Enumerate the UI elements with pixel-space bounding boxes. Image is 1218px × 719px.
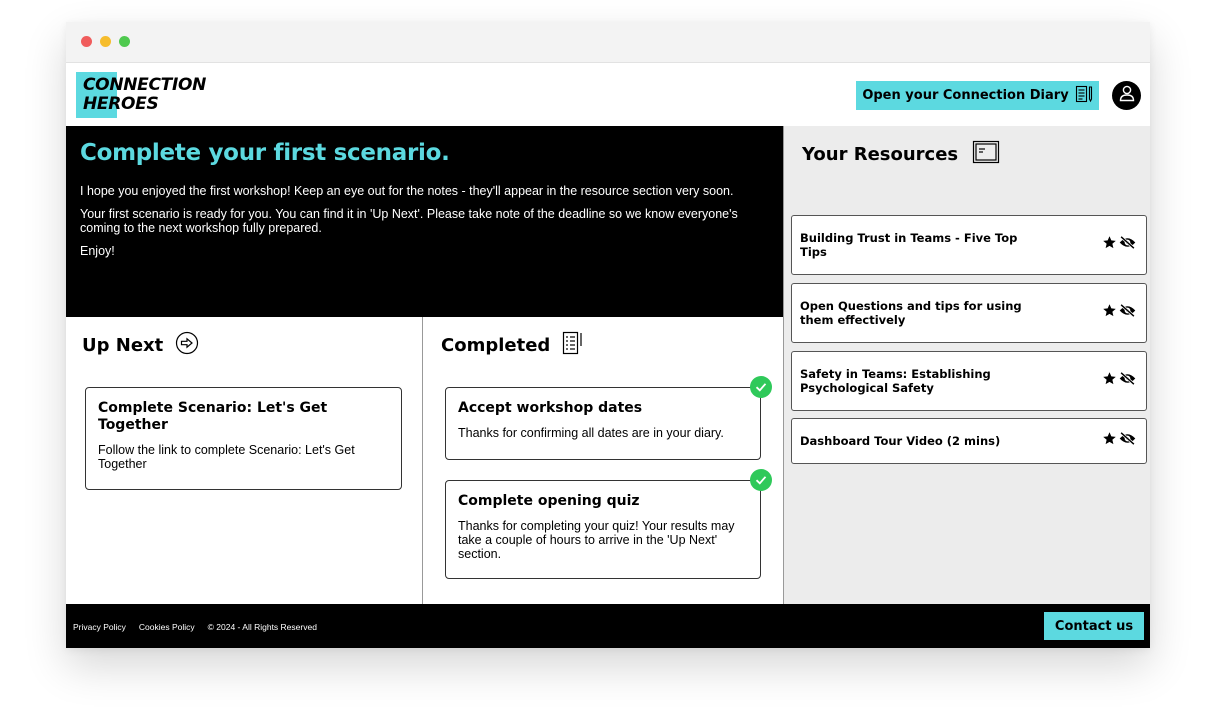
folder-icon [972,140,1000,169]
resource-item[interactable] [791,418,1147,464]
privacy-policy-link[interactable]: Privacy Policy [73,622,126,632]
copyright-text: © 2024 - All Rights Reserved [207,622,317,632]
completed-panel [423,317,783,604]
resource-actions [1102,235,1136,255]
welcome-paragraph: Enjoy! [80,244,115,258]
resource-actions [1102,371,1136,391]
resource-label: Safety in Teams: Establishing Psychological Safety [800,367,991,395]
welcome-paragraph: I hope you enjoyed the first workshop! Keep an eye out for the notes - they'll appear in the resource section very soon. [80,184,734,198]
card-title: Complete Scenario: Let's Get Together [98,400,328,433]
logo-line-1: CONNECTION [83,75,207,95]
resource-label: Open Questions and tips for using them effectively [800,299,1022,327]
up-next-panel [66,317,423,604]
resource-item[interactable] [791,215,1147,275]
arrow-circle-right-icon [175,331,199,360]
resources-sidebar [783,126,1150,604]
star-icon[interactable] [1102,431,1117,451]
completed-card[interactable] [445,480,761,579]
resource-label: Building Trust in Teams - Five Top Tips [800,231,1018,259]
diary-button-label: Open your Connection Diary [862,88,1069,103]
resource-item[interactable] [791,283,1147,343]
browser-window [66,22,1150,648]
up-next-heading [82,331,199,360]
star-icon[interactable] [1102,371,1117,391]
resources-heading [802,140,1000,169]
checklist-icon [562,331,584,360]
completed-title: Completed [441,335,551,356]
cookies-policy-link[interactable]: Cookies Policy [138,622,195,632]
eye-slash-icon[interactable] [1119,371,1136,391]
user-icon [1117,83,1137,108]
welcome-paragraph: Your first scenario is ready for you. You can find it in 'Up Next'. Please take note of the deadline so we know everyone's coming to the next workshop fully prepared. [80,207,738,235]
user-avatar[interactable] [1112,81,1141,110]
footer-links [73,622,317,632]
up-next-card[interactable] [85,387,402,490]
card-description: Thanks for completing your quiz! Your results may take a couple of hours to arrive in the 'Up Next' section. [458,519,735,561]
completed-heading [441,331,584,360]
star-icon[interactable] [1102,235,1117,255]
resource-label: Dashboard Tour Video (2 mins) [800,434,1001,448]
contact-us-button[interactable]: Contact us [1044,612,1144,640]
card-description: Thanks for confirming all dates are in your diary. [458,426,724,440]
close-window-dot[interactable] [81,36,92,47]
check-circle-icon [750,376,772,398]
resource-actions [1102,431,1136,451]
eye-slash-icon[interactable] [1119,431,1136,451]
star-icon[interactable] [1102,303,1117,323]
site-footer [66,604,1150,648]
completed-card[interactable] [445,387,761,460]
eye-slash-icon[interactable] [1119,303,1136,323]
eye-slash-icon[interactable] [1119,235,1136,255]
resource-item[interactable] [791,351,1147,411]
welcome-banner [66,126,783,317]
logo-line-2: HEROES [83,94,159,114]
page-title: Complete your first scenario. [80,140,450,166]
site-logo[interactable] [83,76,206,114]
notebook-pen-icon [1075,85,1093,107]
open-diary-button[interactable] [856,81,1099,110]
card-title: Accept workshop dates [458,400,643,416]
minimize-window-dot[interactable] [100,36,111,47]
check-circle-icon [750,469,772,491]
card-description: Follow the link to complete Scenario: Let's Get Together [98,443,355,471]
card-title: Complete opening quiz [458,493,640,509]
maximize-window-dot[interactable] [119,36,130,47]
resources-title: Your Resources [802,144,959,165]
site-header [66,63,1150,126]
window-titlebar [66,22,1150,63]
resource-actions [1102,303,1136,323]
welcome-message [80,184,770,267]
up-next-title: Up Next [82,335,164,356]
